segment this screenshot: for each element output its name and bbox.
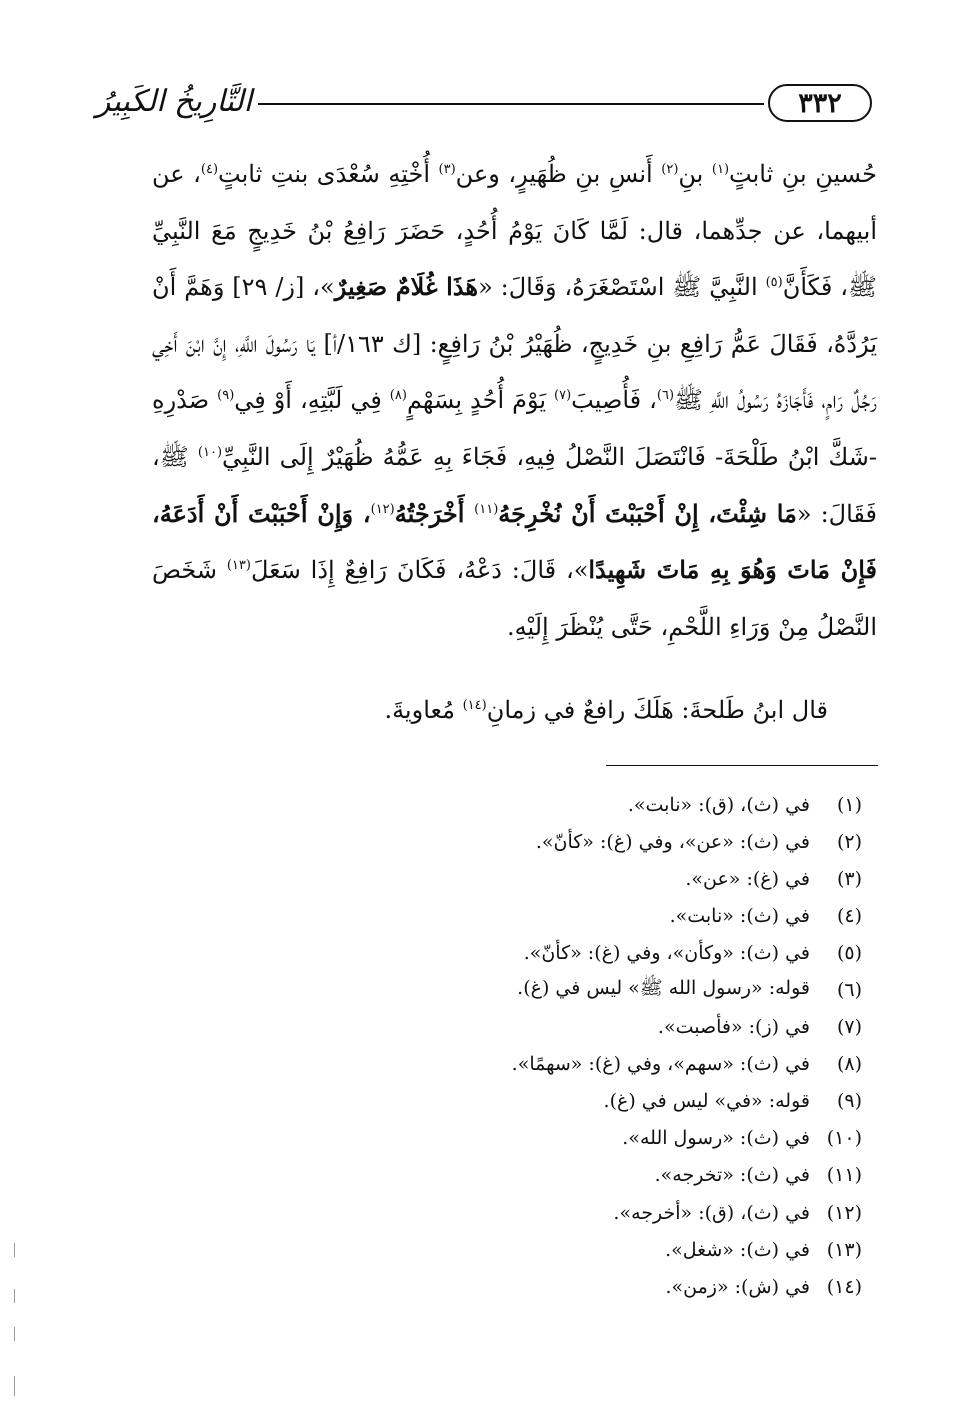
footnote-text: في (ش): «زمن». [665,1275,810,1298]
prophetic-speech: ، وَإِنْ أَحْبَبْتَ أَنْ أَدَعَهُ، فَإِنْ مَاتَ وَهُوَ بِهِ مَاتَ شَهِيدًا [152,498,877,585]
footnote-number: (١٤) [826,1275,862,1298]
text-run: مُعاويةَ. [384,696,463,724]
page-number-badge: ٣٣٢ [768,84,872,122]
footnote [300,1083,862,1120]
footnote-marker[interactable]: (١٣) [226,558,251,574]
footnotes-list [300,786,862,1305]
footnote-number: (٥) [836,941,862,964]
main-text [152,146,877,655]
footnote-text: في (ث): «سهم»، وفي (غ): «سهمًا». [511,1053,810,1076]
footnote-number: (٤) [836,904,862,927]
margin-mark [14,1376,15,1396]
footnote [300,1194,862,1231]
footnote-marker[interactable]: (١٤) [462,698,487,713]
footnote-text: في (ث)، (ق): «أخرجه». [613,1201,810,1224]
footnote-number: (٨) [836,1053,862,1076]
prophetic-speech: هَذَا غُلَامٌ صَغِيرٌ [334,272,479,302]
footnote-text: في (ث): «عن»، وفي (غ): «كأنّ». [535,830,810,853]
footnote-text: في (ث): «نابت». [669,904,810,927]
footnote [300,1120,862,1157]
text-run: حُسينِ بنِ ثابتٍ [729,160,878,188]
prophetic-speech: أَخْرَجْتُهُ [394,498,475,528]
text-run: أَنسِ بنِ ظُهَيرٍ، وعن [455,160,662,188]
footnote-number: (٦) [836,979,862,1002]
footnote-number: (١٣) [826,1238,862,1261]
footnote-text: قوله: «في» ليس في (غ). [603,1090,810,1113]
text-run: »، قَالَ: دَعْهُ، فَكَانَ رَافِعٌ إِذَا سَعَلَ [250,556,589,585]
footnote-text: في (غ): «عن». [685,867,810,890]
footnote [300,1231,862,1268]
footnote-marker[interactable]: (٣) [438,162,456,177]
footnote [300,934,862,971]
footnote-marker[interactable]: (١٢) [370,501,395,517]
footnote-marker[interactable]: (٥) [765,275,783,291]
text-run: فِي لَبَّتِهِ، أَوْ فِي [234,386,390,415]
footnote-marker[interactable]: (٤) [200,162,219,177]
footnote-marker[interactable]: (٧) [554,388,572,404]
footnote-separator [606,765,878,766]
footnote [300,786,862,823]
page-header [95,82,872,132]
footnote-number: (١) [836,793,862,816]
footnote-text: في (ث): «تخرجه». [654,1164,810,1187]
footnote-number: (١٢) [826,1201,862,1224]
footnote [300,897,862,934]
footnote [300,1268,862,1305]
footnote-marker[interactable]: (٩) [217,388,235,404]
footnote [300,1157,862,1194]
text-run: صَدْرِهِ -شَكَّ ابْنُ طَلْحَةَ- فَانْتَصَلَ النَّصْلُ فِيهِ، فَجَاءَ بِهِ عَمُّهُ ظُهَيْرٌ إِلَى النَّبِيِّ [152,386,877,471]
closing-line [152,682,828,738]
footnote-text: في (ث)، (ق): «نابت». [627,793,810,816]
footnote-marker[interactable]: (١٠) [197,444,223,460]
footnote-text: في (ز): «فأصبت». [657,1016,810,1039]
text-run: ، عن أبيهما، عن جدِّهما، قال: لَمَّا كَانَ يَوْمُ أُحُدٍ، حَضَرَ رَافِعُ بْنُ خَدِيجٍ مَعَ النَّبِيِّ ﷺ، فَكَأَنَّ [152,160,877,302]
footnote-marker[interactable]: (١١) [474,501,499,517]
footnote [300,823,862,860]
footnote-number: (١٠) [826,1127,862,1150]
text-run: ﷺ، فَقَالَ: « [152,442,878,528]
text-run: شَخَصَ النَّصْلُ مِنْ وَرَاءِ اللَّحْمِ، حَتَّى يُنْظَرَ إِلَيْهِ. [152,556,877,641]
footnote-text: قوله: «رسول الله ﷺ» ليس في (غ). [517,977,810,1000]
header-rule [258,103,764,105]
hadith-paragraph [152,146,877,655]
running-title: التَّارِيخُ الكَبِيرُ [95,84,252,119]
footnote-text: في (ث): «رسول الله». [622,1127,810,1150]
text-run: بنِ [678,160,712,188]
footnote-number: (٣) [836,867,862,890]
footnote [300,1009,862,1046]
footnote-marker[interactable]: (٦) [656,388,675,404]
footnote-text: في (ث): «شغل». [665,1238,810,1261]
closing-paragraph [152,682,828,738]
text-run: ، فَأُصِيبَ [571,386,657,415]
text-run: يَوْمَ أُحُدٍ بِسَهْمٍ [406,386,555,415]
margin-mark [14,1327,15,1341]
margin-mark [14,1289,15,1303]
footnote-number: (٢) [836,830,862,853]
footnote-marker[interactable]: (٨) [389,388,407,404]
footnote [300,860,862,897]
footnote-marker[interactable]: (١) [711,162,730,177]
footnote-text: في (ث): «وكأن»، وفي (غ): «كأنّ». [523,941,810,964]
text-run: النَّبِيَّ ﷺ اسْتَصْغَرَهُ، وَقَالَ: « [478,273,766,302]
prophetic-speech: مَا شِئْتَ، إِنْ أَحْبَبْتَ أَنْ نُخْرِجَهُ [498,498,797,528]
text-run: قال ابنُ طَلحةَ: هَلَكَ رافعٌ في زمانِ [486,696,828,724]
text-run: أُخْتِهِ سُعْدَى بنتِ ثابتٍ [218,160,439,188]
footnote-number: (٧) [836,1016,862,1039]
footnote [300,1046,862,1083]
text-run: »، [ز/ ٢٩] وَهَمَّ أَنْ يَرُدَّهُ، فَقَالَ عَمُّ رَافِعِ بنِ خَدِيجٍ، ظُهَيْرُ بْنُ رَافِعٍ: [ك ١٦٣/أ] يَا رَسُولَ اللَّهِ، إِنَّ ابْنَ أَخِي رَجُلٌ رَامٍ، فَأَجَازَهُ رَسُولُ اللَّهِ ﷺ [152,273,877,415]
margin-mark [14,1243,15,1257]
footnote-marker[interactable]: (٢) [661,162,679,177]
footnote-number: (٩) [836,1090,862,1113]
footnote-number: (١١) [826,1164,862,1187]
footnote [300,971,862,1008]
